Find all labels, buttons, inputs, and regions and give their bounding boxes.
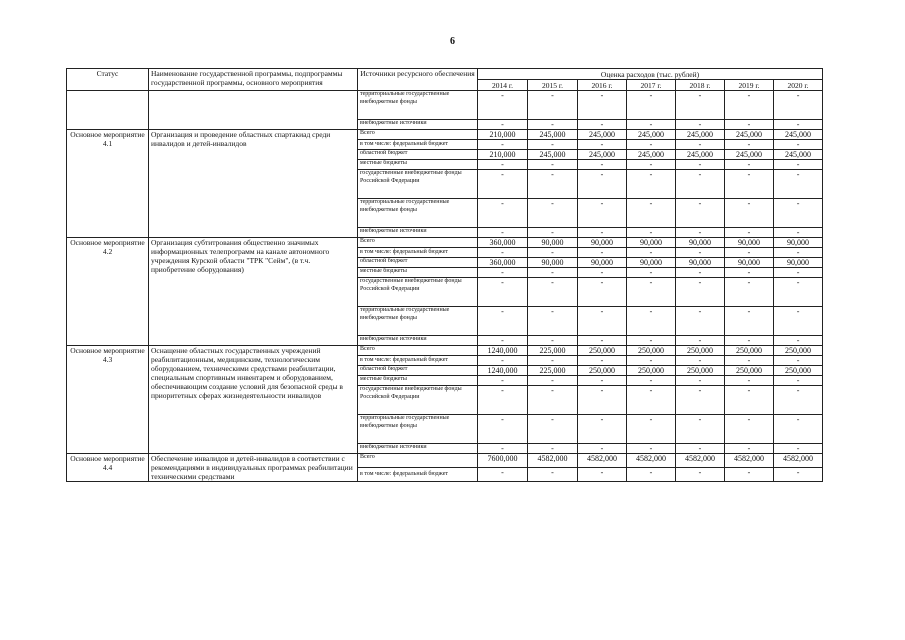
source-cell: территориальные государственные внебюджетные фонды [358, 415, 478, 444]
value-cell: - [528, 336, 578, 346]
value-cell: - [725, 268, 774, 278]
value-cell: - [774, 199, 823, 228]
value-cell: - [478, 120, 528, 130]
table-row [67, 91, 823, 120]
name-cell: Обеспечение инвалидов и детей-инвалидов в соответствии с рекомендациями в индивидуальных программах реабилитации техническими средствами [149, 454, 358, 482]
value-cell: - [478, 140, 528, 150]
value-cell: - [578, 336, 627, 346]
value-cell: - [774, 444, 823, 454]
value-cell: - [478, 356, 528, 366]
value-cell: - [774, 415, 823, 444]
value-cell: 250,000 [627, 346, 676, 356]
value-cell: 90,000 [774, 258, 823, 268]
value-cell: 250,000 [578, 366, 627, 376]
value-cell: - [725, 376, 774, 386]
table-row [67, 130, 823, 140]
value-cell: 245,000 [627, 130, 676, 140]
status-cell: Основное мероприятие 4.2 [67, 238, 149, 346]
source-cell: Всего [358, 238, 478, 248]
value-cell: - [774, 248, 823, 258]
value-cell: 1240,000 [478, 366, 528, 376]
value-cell: - [725, 307, 774, 336]
value-cell: - [627, 307, 676, 336]
value-cell: 250,000 [725, 346, 774, 356]
value-cell: 90,000 [627, 258, 676, 268]
page-number: 6 [450, 36, 455, 47]
value-cell: 90,000 [528, 258, 578, 268]
value-cell: - [478, 336, 528, 346]
table-row [67, 454, 823, 468]
budget-table [66, 68, 823, 482]
value-cell: - [528, 415, 578, 444]
source-cell: государственные внебюджетные фонды Российской Федерации [358, 278, 478, 307]
value-cell: - [774, 278, 823, 307]
value-cell: 4582,000 [528, 454, 578, 468]
value-cell: 360,000 [478, 258, 528, 268]
value-cell: 245,000 [725, 130, 774, 140]
value-cell: - [578, 376, 627, 386]
value-cell: - [725, 386, 774, 415]
value-cell: - [578, 91, 627, 120]
value-cell: - [578, 444, 627, 454]
value-cell: - [478, 444, 528, 454]
value-cell: 90,000 [725, 258, 774, 268]
value-cell: 250,000 [774, 366, 823, 376]
value-cell: 250,000 [578, 346, 627, 356]
source-cell: территориальные государственные внебюджетные фонды [358, 199, 478, 228]
value-cell: - [676, 415, 725, 444]
value-cell: - [627, 386, 676, 415]
value-cell: - [578, 415, 627, 444]
value-cell: - [725, 160, 774, 170]
source-cell: областной бюджет [358, 150, 478, 160]
source-cell: внебюджетные источники [358, 228, 478, 238]
value-cell: - [676, 248, 725, 258]
header-year: 2018 г. [676, 80, 725, 91]
value-cell: - [627, 91, 676, 120]
value-cell: 90,000 [725, 238, 774, 248]
value-cell: - [478, 415, 528, 444]
value-cell: - [627, 336, 676, 346]
value-cell: - [578, 160, 627, 170]
value-cell: - [774, 356, 823, 366]
value-cell: 210,000 [478, 150, 528, 160]
value-cell: - [627, 228, 676, 238]
value-cell: - [528, 199, 578, 228]
value-cell: 4582,000 [578, 454, 627, 468]
header-name: Наименование государственной программы, подпрограммы государственной программы, основного мероприятия [149, 69, 358, 91]
value-cell: - [725, 444, 774, 454]
value-cell: - [528, 307, 578, 336]
value-cell: - [676, 268, 725, 278]
value-cell: - [478, 228, 528, 238]
value-cell: - [478, 278, 528, 307]
value-cell: 245,000 [528, 130, 578, 140]
table-row [67, 238, 823, 248]
value-cell: - [627, 170, 676, 199]
value-cell: 250,000 [676, 366, 725, 376]
value-cell: - [676, 336, 725, 346]
value-cell: - [774, 160, 823, 170]
value-cell: 90,000 [774, 238, 823, 248]
source-cell: в том числе: федеральный бюджет [358, 356, 478, 366]
value-cell: - [676, 468, 725, 482]
value-cell: - [627, 376, 676, 386]
source-cell: внебюджетные источники [358, 120, 478, 130]
source-cell: в том числе: федеральный бюджет [358, 468, 478, 482]
value-cell: - [725, 415, 774, 444]
value-cell: - [528, 376, 578, 386]
value-cell: - [725, 336, 774, 346]
value-cell: 245,000 [578, 130, 627, 140]
source-cell: в том числе: федеральный бюджет [358, 248, 478, 258]
value-cell: - [627, 120, 676, 130]
value-cell: 245,000 [578, 150, 627, 160]
value-cell: 1240,000 [478, 346, 528, 356]
source-cell: внебюджетные источники [358, 444, 478, 454]
value-cell: - [478, 248, 528, 258]
source-cell: территориальные государственные внебюджетные фонды [358, 91, 478, 120]
value-cell: 4582,000 [676, 454, 725, 468]
header-year: 2017 г. [627, 80, 676, 91]
value-cell: - [528, 140, 578, 150]
source-cell: местные бюджеты [358, 376, 478, 386]
source-cell: территориальные государственные внебюджетные фонды [358, 307, 478, 336]
value-cell: - [478, 170, 528, 199]
value-cell: 90,000 [578, 238, 627, 248]
value-cell: - [676, 356, 725, 366]
value-cell: 4582,000 [627, 454, 676, 468]
value-cell: 360,000 [478, 238, 528, 248]
value-cell: - [774, 336, 823, 346]
value-cell: - [774, 228, 823, 238]
value-cell: 4582,000 [725, 454, 774, 468]
value-cell: - [774, 307, 823, 336]
value-cell: - [725, 120, 774, 130]
value-cell: - [627, 278, 676, 307]
table-row [67, 346, 823, 356]
value-cell: - [627, 268, 676, 278]
value-cell: - [528, 91, 578, 120]
value-cell: - [578, 140, 627, 150]
value-cell: - [528, 228, 578, 238]
value-cell: - [676, 91, 725, 120]
value-cell: - [578, 468, 627, 482]
source-cell: местные бюджеты [358, 268, 478, 278]
value-cell: - [676, 386, 725, 415]
value-cell: - [578, 170, 627, 199]
value-cell: - [578, 356, 627, 366]
value-cell: 245,000 [774, 130, 823, 140]
value-cell: - [725, 140, 774, 150]
source-cell: Всего [358, 346, 478, 356]
value-cell: 245,000 [774, 150, 823, 160]
value-cell: - [528, 248, 578, 258]
value-cell: - [676, 160, 725, 170]
value-cell: - [676, 228, 725, 238]
source-cell: местные бюджеты [358, 160, 478, 170]
value-cell: - [725, 248, 774, 258]
value-cell: - [478, 468, 528, 482]
value-cell: - [774, 376, 823, 386]
header-year: 2020 г. [774, 80, 823, 91]
source-cell: Всего [358, 454, 478, 468]
value-cell: 225,000 [528, 366, 578, 376]
status-cell: Основное мероприятие 4.3 [67, 346, 149, 454]
value-cell: - [478, 160, 528, 170]
value-cell: - [627, 248, 676, 258]
value-cell: 250,000 [774, 346, 823, 356]
value-cell: 250,000 [676, 346, 725, 356]
name-cell: Организация и проведение областных спартакиад среди инвалидов и детей-инвалидов [149, 130, 358, 238]
source-cell: Всего [358, 130, 478, 140]
header-year: 2016 г. [578, 80, 627, 91]
value-cell: - [627, 160, 676, 170]
value-cell: 245,000 [725, 150, 774, 160]
source-cell: областной бюджет [358, 366, 478, 376]
name-cell: Оснащение областных государственных учреждений реабилитационным, медицинским, технологическим оборудованием, техническими средствами реабилитации, специальным спортивным инвентарем и оборудованием, обеспечивающим создание условий для безопасной среды в приоритетных сферах жизнедеятельности инвалидов [149, 346, 358, 454]
value-cell: - [627, 415, 676, 444]
value-cell: - [578, 228, 627, 238]
value-cell: - [528, 386, 578, 415]
name-cell: Организация субтитрования общественно значимых информационных телепрограмм на канале автономного учреждения Курской области "ТРК "Сейм", (в т.ч. приобретение оборудования) [149, 238, 358, 346]
value-cell: - [528, 268, 578, 278]
value-cell: - [725, 91, 774, 120]
header-year: 2015 г. [528, 80, 578, 91]
value-cell: - [478, 376, 528, 386]
value-cell: - [578, 120, 627, 130]
value-cell: 4582,000 [774, 454, 823, 468]
header-status: Статус [67, 69, 149, 91]
header-estimate: Оценка расходов (тыс. рублей) [478, 69, 823, 80]
value-cell: - [528, 444, 578, 454]
value-cell: - [676, 199, 725, 228]
value-cell: - [725, 278, 774, 307]
value-cell: - [676, 120, 725, 130]
status-cell [67, 91, 149, 130]
value-cell: - [528, 160, 578, 170]
value-cell: - [774, 140, 823, 150]
value-cell: - [676, 140, 725, 150]
value-cell: 7600,000 [478, 454, 528, 468]
status-cell: Основное мероприятие 4.4 [67, 454, 149, 482]
value-cell: - [774, 120, 823, 130]
value-cell: - [578, 248, 627, 258]
source-cell: областной бюджет [358, 258, 478, 268]
source-cell: государственные внебюджетные фонды Российской Федерации [358, 386, 478, 415]
value-cell: 90,000 [676, 258, 725, 268]
value-cell: 250,000 [627, 366, 676, 376]
value-cell: - [627, 356, 676, 366]
value-cell: - [578, 199, 627, 228]
value-cell: 225,000 [528, 346, 578, 356]
value-cell: - [528, 356, 578, 366]
value-cell: - [478, 307, 528, 336]
value-cell: - [676, 307, 725, 336]
value-cell: - [578, 386, 627, 415]
value-cell: - [725, 199, 774, 228]
value-cell: - [528, 120, 578, 130]
source-cell: государственные внебюджетные фонды Российской Федерации [358, 170, 478, 199]
value-cell: - [627, 444, 676, 454]
value-cell: - [528, 278, 578, 307]
value-cell: 245,000 [528, 150, 578, 160]
value-cell: 90,000 [676, 238, 725, 248]
value-cell: - [478, 386, 528, 415]
source-cell: в том числе: федеральный бюджет [358, 140, 478, 150]
value-cell: - [676, 170, 725, 199]
value-cell: - [774, 386, 823, 415]
value-cell: - [725, 356, 774, 366]
value-cell: - [478, 268, 528, 278]
value-cell: - [528, 170, 578, 199]
value-cell: - [578, 268, 627, 278]
value-cell: - [627, 140, 676, 150]
value-cell: 90,000 [528, 238, 578, 248]
value-cell: - [774, 468, 823, 482]
table-header [67, 69, 823, 91]
value-cell: - [478, 199, 528, 228]
value-cell: 90,000 [627, 238, 676, 248]
value-cell: - [627, 199, 676, 228]
value-cell: - [725, 228, 774, 238]
value-cell: - [528, 468, 578, 482]
header-year: 2014 г. [478, 80, 528, 91]
value-cell: - [627, 468, 676, 482]
value-cell: - [774, 268, 823, 278]
value-cell: - [478, 91, 528, 120]
name-cell [149, 91, 358, 130]
value-cell: 210,000 [478, 130, 528, 140]
value-cell: - [578, 278, 627, 307]
value-cell: - [774, 170, 823, 199]
value-cell: - [578, 307, 627, 336]
value-cell: - [676, 376, 725, 386]
value-cell: 245,000 [676, 150, 725, 160]
value-cell: 245,000 [627, 150, 676, 160]
value-cell: - [725, 170, 774, 199]
value-cell: - [774, 91, 823, 120]
value-cell: - [676, 278, 725, 307]
value-cell: 245,000 [676, 130, 725, 140]
value-cell: 250,000 [725, 366, 774, 376]
source-cell: внебюджетные источники [358, 336, 478, 346]
header-year: 2019 г. [725, 80, 774, 91]
status-cell: Основное мероприятие 4.1 [67, 130, 149, 238]
value-cell: - [725, 468, 774, 482]
value-cell: - [676, 444, 725, 454]
value-cell: 90,000 [578, 258, 627, 268]
header-sources: Источники ресурсного обеспечения [358, 69, 478, 91]
